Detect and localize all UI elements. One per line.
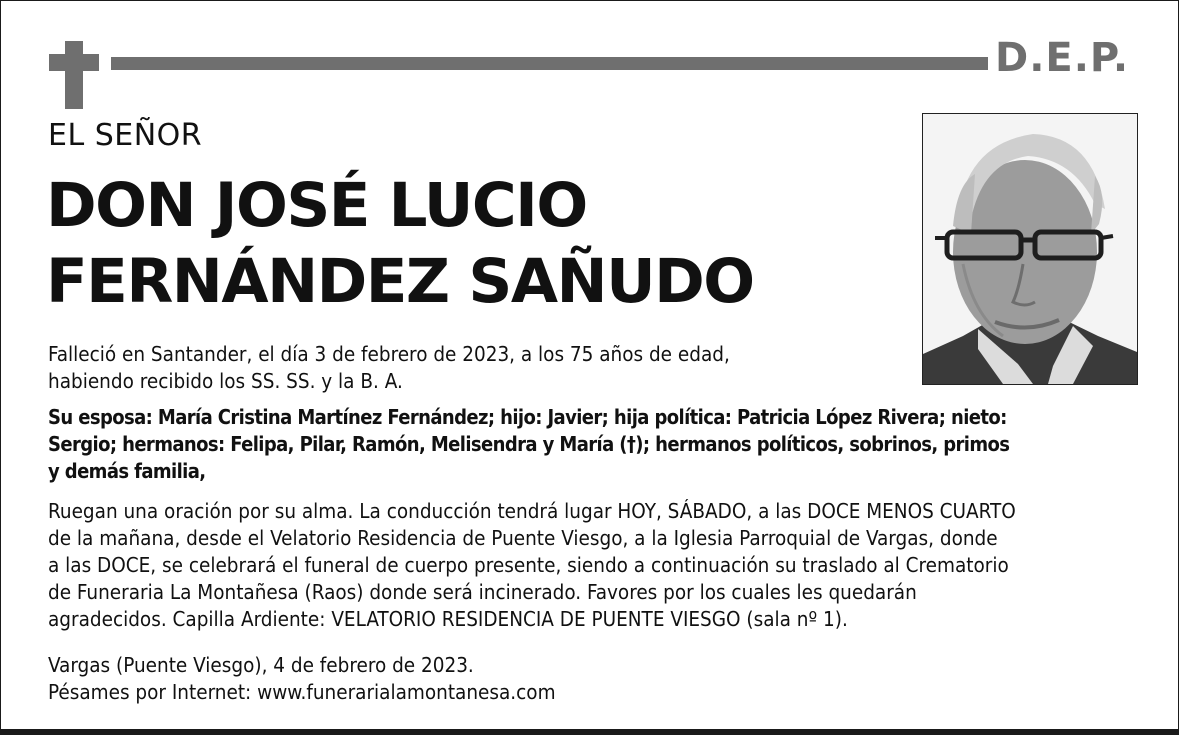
text-line: a las DOCE, se celebrará el funeral de cuerpo presente, siendo a continuación su traslado al Crematorio — [48, 553, 1009, 577]
text-line: habiendo recibido los SS. SS. y la B. A. — [48, 369, 403, 393]
text-line: de la mañana, desde el Velatorio Residencia de Puente Viesgo, a la Iglesia Parroquial de Vargas, donde — [48, 526, 998, 550]
place-date: Vargas (Puente Viesgo), 4 de febrero de 2023. — [48, 653, 474, 677]
footer — [48, 652, 556, 706]
name-line: FERNÁNDEZ SAÑUDO — [46, 246, 754, 317]
dep-label: D.E.P. — [995, 35, 1130, 81]
name-line: DON JOSÉ LUCIO — [46, 170, 587, 241]
title-label: EL SEÑOR — [48, 118, 203, 153]
cross-icon — [65, 41, 83, 109]
text-line: Falleció en Santander, el día 3 de febrero de 2023, a los 75 años de edad, — [48, 342, 730, 366]
condolences-line: Pésames por Internet: www.funerarialamontanesa.com — [48, 680, 556, 704]
text-line: Ruegan una oración por su alma. La conducción tendrá lugar HOY, SÁBADO, a las DOCE MENOS CUARTO — [48, 499, 1016, 523]
family-list — [48, 404, 1009, 485]
text-line: y demás familia, — [48, 459, 206, 483]
header-rule — [111, 57, 988, 70]
text-line: Sergio; hermanos: Felipa, Pilar, Ramón, Melisendra y María (†); hermanos políticos, sobrinos, primos — [48, 432, 1010, 456]
cross-icon-bar — [49, 54, 99, 71]
death-info — [48, 341, 730, 395]
text-line: Su esposa: María Cristina Martínez Fernández; hijo: Javier; hija política: Patricia López Rivera; nieto: — [48, 405, 1007, 429]
deceased-name — [46, 168, 754, 320]
text-line: de Funeraria La Montañesa (Raos) donde será incinerado. Favores por los cuales les quedarán — [48, 580, 917, 604]
portrait-photo — [922, 113, 1138, 385]
ceremony-details — [48, 498, 1016, 633]
text-line: agradecidos. Capilla Ardiente: VELATORIO RESIDENCIA DE PUENTE VIESGO (sala nº 1). — [48, 607, 848, 631]
